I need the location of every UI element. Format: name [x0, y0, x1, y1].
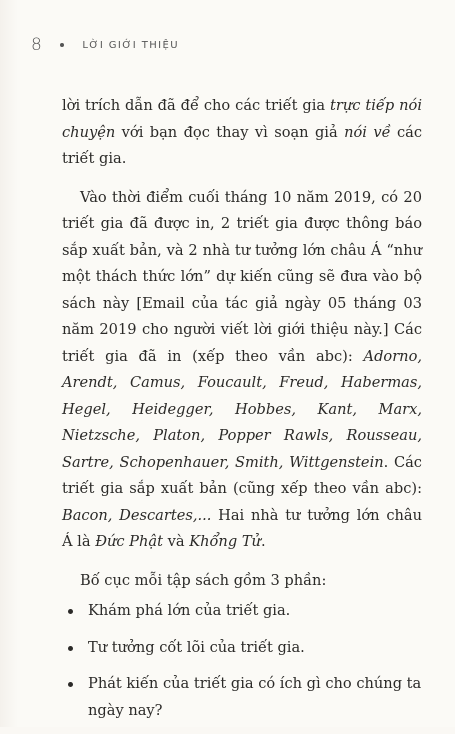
paragraph-continuation — [62, 93, 422, 173]
paragraph-structure: Bố cục mỗi tập sách gồm 3 phần: — [80, 571, 327, 589]
text-run: và — [162, 533, 190, 550]
italic-run: Adorno, Arendt, Camus, Foucault, Freud, Habermas, Hegel, Heidegger, Hobbes, Kant, Marx, Nietzsche, Platon, Popper Rawls, Rousseau, Sartre, Schopenhauer, Smith, Wittgenstein — [62, 347, 422, 471]
list-item — [62, 598, 422, 625]
page-header — [31, 35, 179, 55]
text-run: . Các triết gia sắp xuất bản (cũng xếp theo vần abc): — [62, 453, 422, 497]
paragraph-philosophers — [62, 185, 422, 556]
bullet-dot-icon — [68, 682, 73, 687]
text-run: Vào thời điểm cuối tháng 10 năm 2019, có 20 triết gia đã được in, 2 triết gia được thông báo sắp xuất bản, và 2 nhà tư tưởng lớn châu Á “như một thách thức lớn” dự kiến cũng sẽ đưa vào bộ sách này [Email của tác giả ngày 05 tháng 03 năm 2019 cho người viết lời giới thiệu này.] Các triết gia đã in (xếp theo vần abc): — [62, 188, 422, 365]
italic-run: nói về — [344, 123, 391, 141]
list-item-text: Tư tưởng cốt lõi của triết gia. — [88, 638, 305, 656]
running-title: LỜI GIỚI THIỆU — [82, 39, 179, 51]
text-run: với bạn đọc thay vì soạn giả — [115, 123, 345, 141]
text-run: Hai nhà tư tưởng lớn châu Á là — [62, 506, 422, 550]
bullet-dot-icon — [68, 646, 73, 651]
text-run: . — [260, 533, 266, 550]
list-item — [62, 635, 422, 662]
italic-run: Khổng Tử — [189, 533, 261, 550]
italic-run: trực tiếp nói chuyện — [62, 97, 422, 141]
body-text — [62, 93, 422, 734]
italic-run: Đức Phật — [95, 533, 163, 550]
list-item — [62, 671, 422, 724]
header-separator-dot — [60, 43, 64, 47]
italic-run: Bacon, Descartes,... — [62, 506, 212, 524]
list-item-text: Phát kiến của triết gia có ích gì cho chúng ta ngày nay? — [88, 675, 422, 719]
bullet-dot-icon — [68, 609, 73, 614]
list-item-text: Khám phá lớn của triết gia. — [88, 602, 291, 619]
page-number: 8 — [31, 35, 43, 55]
text-run: lời trích dẫn đã để cho các triết gia — [62, 97, 331, 114]
text-run: các triết gia. — [62, 123, 423, 167]
bullet-list — [62, 598, 422, 724]
